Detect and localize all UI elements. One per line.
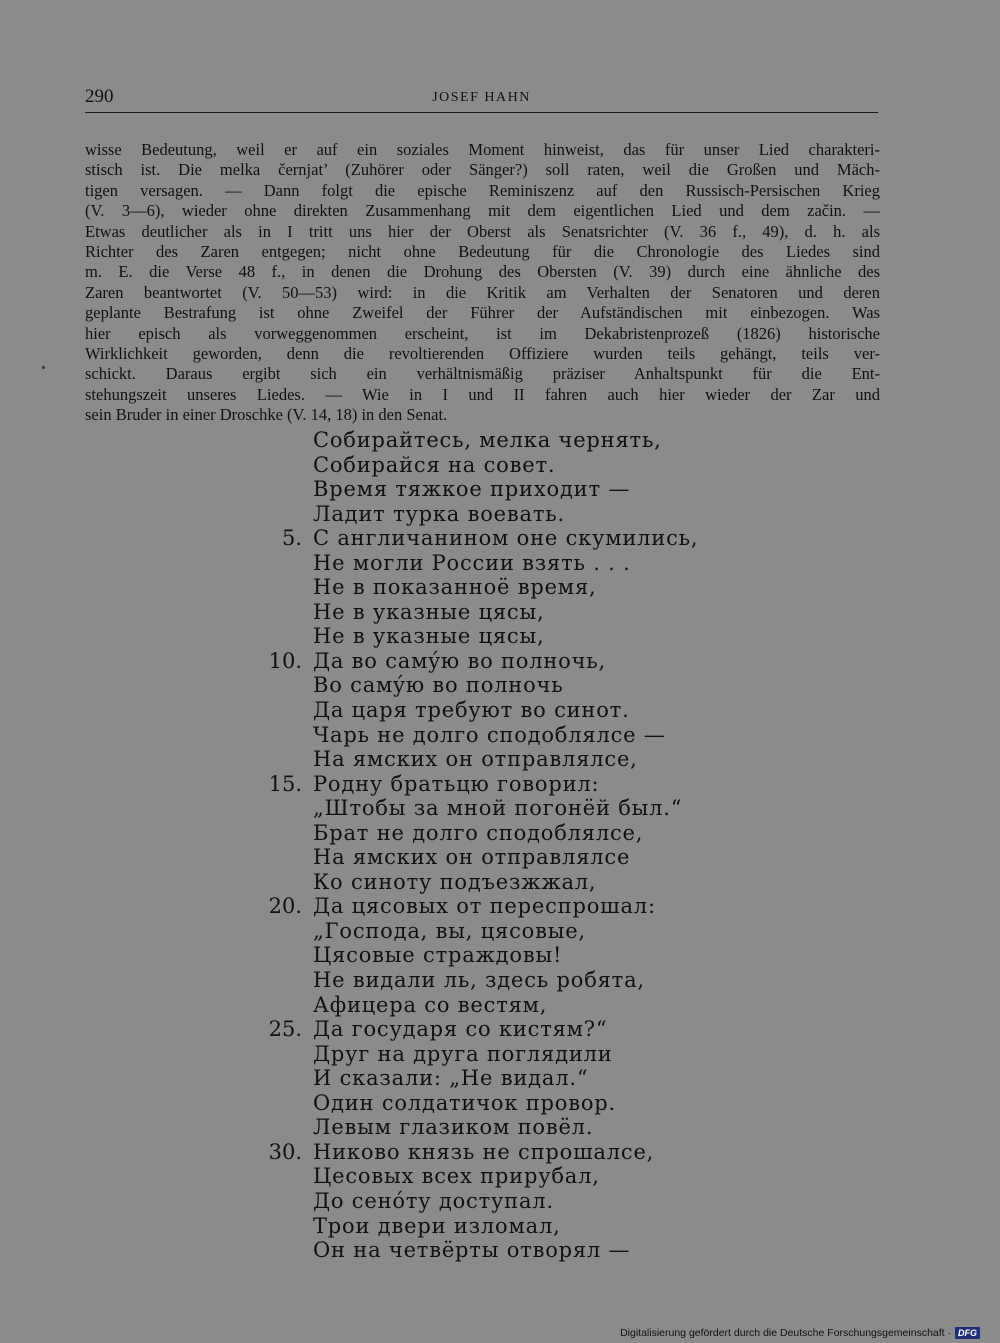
- prose-line: Zaren beantwortet (V. 50—53) wird: in die Kritik am Verhalten der Senatoren und deren: [85, 282, 880, 302]
- verse-text: Не могли России взять . . .: [313, 550, 631, 575]
- prose-line: Wirklichkeit geworden, denn die revoltierenden Offiziere wurden teils gehängt, teils ver-: [85, 343, 880, 363]
- verse-text: „Штобы за мной погонёй был.“: [313, 796, 683, 821]
- verse-line: [258, 453, 778, 478]
- verse-text: Ко синоту подъезжжал,: [313, 869, 597, 894]
- verse-text: Друг на друга поглядили: [313, 1041, 613, 1066]
- verse-line: [258, 845, 778, 870]
- verse-text: Цясовые страждовы!: [313, 943, 563, 968]
- verse-line: [258, 1214, 778, 1239]
- verse-text: Ладит турка воевать.: [313, 501, 565, 526]
- header-rule: [85, 112, 878, 113]
- verse-line: [258, 1091, 778, 1116]
- prose-line: m. E. die Verse 48 f., in denen die Drohung des Obersten (V. 39) durch eine ähnliche des: [85, 262, 880, 282]
- prose-line: stehungszeit unseres Liedes. — Wie in I und II fahren auch hier wieder der Zar und: [85, 384, 880, 404]
- verse-line: [258, 600, 778, 625]
- verse-line: [258, 649, 778, 674]
- verse-line: [258, 943, 778, 968]
- margin-mark: [42, 366, 45, 369]
- verse-number: 30.: [268, 1139, 302, 1164]
- verse-line: [258, 1017, 778, 1042]
- verse-text: Не видали ль, здесь робята,: [313, 968, 645, 993]
- verse-text: Не в указные цясы,: [313, 624, 545, 649]
- prose-line: Richter des Zaren entgegen; nicht ohne Bedeutung für die Chronologie des Liedes sind: [85, 241, 880, 261]
- verse-text: Левым глазиком повёл.: [313, 1115, 594, 1140]
- prose-line: sein Bruder in einer Droschke (V. 14, 18) in den Senat.: [85, 405, 448, 425]
- verse-text: Не в указные цясы,: [313, 599, 545, 624]
- verse-text: Да цясовых от переспрошал:: [313, 894, 656, 919]
- page-number: 290: [85, 86, 114, 107]
- verse-line: [258, 894, 778, 919]
- verse-line: [258, 870, 778, 895]
- prose-line: hier episch als vorweggenommen erscheint, ist im Dekabristenprozeß (1826) historische: [85, 323, 880, 343]
- digitization-footer: [620, 1326, 980, 1340]
- verse-line: [258, 1066, 778, 1091]
- verse-line: [258, 747, 778, 772]
- verse-text: Собирайся на совет.: [313, 452, 556, 477]
- prose-line: (V. 3—6), wieder ohne direkten Zusammenhang mit dem eigentlichen Lied und dem začin. —: [85, 201, 880, 221]
- verse-line: [258, 698, 778, 723]
- prose-line: stisch ist. Die melka černjat’ (Zuhörer oder Sänger?) soll raten, weil die Großen und Mäch-: [85, 160, 880, 180]
- verse-text: Родну братьцю говорил:: [313, 771, 600, 796]
- poem-text: [258, 428, 778, 1263]
- verse-line: [258, 1238, 778, 1263]
- verse-text: На ямских он отправлялсе: [313, 845, 631, 870]
- verse-line: [258, 551, 778, 576]
- prose-line: Etwas deutlicher als in I tritt uns hier der Oberst als Senatsrichter (V. 36 f., 49), d. h. als: [85, 221, 880, 241]
- verse-line: [258, 526, 778, 551]
- verse-text: До сенóту доступал.: [313, 1188, 554, 1213]
- verse-line: [258, 919, 778, 944]
- verse-line: [258, 1042, 778, 1067]
- verse-text: Да во самýю во полночь,: [313, 648, 606, 673]
- prose-line: geplante Bestrafung ist ohne Zweifel der Führer der Aufständischen mit einbezogen. Was: [85, 303, 880, 323]
- verse-number: 10.: [268, 648, 302, 673]
- verse-line: [258, 428, 778, 453]
- verse-text: И сказали: „Не видал.“: [313, 1066, 589, 1091]
- verse-text: Не в показанноё время,: [313, 575, 597, 600]
- verse-text: Никово князь не спрошалсе,: [313, 1139, 655, 1164]
- verse-line: [258, 1164, 778, 1189]
- verse-text: Да царя требуют во синот.: [313, 698, 630, 723]
- verse-text: Трои двери изломал,: [313, 1213, 561, 1238]
- verse-number: 20.: [268, 894, 302, 919]
- verse-line: [258, 575, 778, 600]
- verse-line: [258, 821, 778, 846]
- running-head: JOSEF HAHN: [432, 90, 531, 105]
- dfg-logo: DFG: [955, 1327, 980, 1339]
- page-header: [85, 86, 878, 112]
- verse-text: Один солдатичок провор.: [313, 1090, 617, 1115]
- verse-text: Афицера со вестям,: [313, 992, 548, 1017]
- verse-line: [258, 993, 778, 1018]
- verse-text: Он на четвёрты отворял —: [313, 1238, 631, 1263]
- prose-line: tigen versagen. — Dann folgt die epische Reminiszenz auf den Russisch-Persischen Krieg: [85, 180, 880, 200]
- verse-number: 5.: [281, 526, 302, 551]
- verse-line: [258, 1115, 778, 1140]
- verse-line: [258, 1189, 778, 1214]
- footer-credit: Digitalisierung gefördert durch die Deutsche Forschungsgemeinschaft ·: [620, 1327, 951, 1339]
- verse-line: [258, 1140, 778, 1165]
- verse-text: Да государя со кистям?“: [313, 1017, 608, 1042]
- prose-line: wisse Bedeutung, weil er auf ein soziales Moment hinweist, das für unser Lied charakteri-: [85, 140, 880, 159]
- verse-text: Чарь не долго сподоблялсе —: [313, 722, 666, 747]
- verse-text: Собирайтесь, мелка чернять,: [313, 428, 662, 452]
- prose-line: schickt. Daraus ergibt sich ein verhältnismäßig präziser Anhaltspunkt für die Ent-: [85, 364, 880, 384]
- verse-text: Время тяжкое приходит —: [313, 477, 631, 502]
- verse-text: Во самýю во полночь: [313, 673, 564, 698]
- verse-text: На ямских он отправлялсе,: [313, 747, 638, 772]
- verse-line: [258, 673, 778, 698]
- verse-line: [258, 723, 778, 748]
- verse-line: [258, 624, 778, 649]
- verse-number: 25.: [268, 1017, 302, 1042]
- verse-text: Цесовых всех прирубал,: [313, 1164, 600, 1189]
- verse-line: [258, 477, 778, 502]
- verse-text: С англичанином оне скумились,: [313, 526, 699, 551]
- verse-line: [258, 796, 778, 821]
- verse-text: Брат не долго сподоблялсе,: [313, 820, 644, 845]
- verse-text: „Господа, вы, цясовые,: [313, 918, 586, 943]
- verse-number: 15.: [268, 771, 302, 796]
- verse-line: [258, 772, 778, 797]
- prose-paragraph: [85, 140, 880, 425]
- verse-line: [258, 502, 778, 527]
- verse-line: [258, 968, 778, 993]
